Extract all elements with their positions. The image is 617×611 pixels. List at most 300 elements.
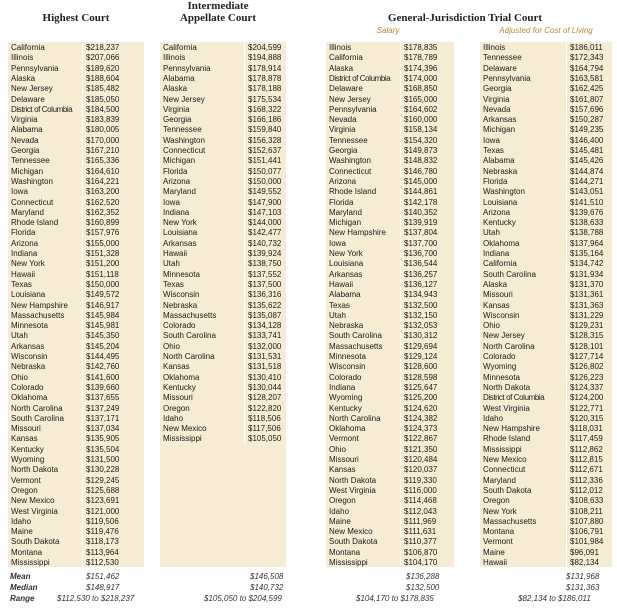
salary-value: $124,200: [570, 393, 604, 403]
salary-value: $132,150: [404, 310, 438, 320]
state-name: Wisconsin: [163, 290, 200, 300]
state-name: Massachusetts: [163, 310, 217, 320]
salary-value: $150,287: [570, 115, 604, 125]
state-name: Wisconsin: [11, 352, 48, 361]
salary-value: $128,315: [570, 331, 604, 341]
salary-value: $138,788: [570, 228, 604, 238]
state-name: Pennsylvania: [11, 63, 59, 73]
state-name: Texas: [483, 146, 504, 155]
salary-value: $145,981: [86, 321, 120, 331]
state-name: Pennsylvania: [483, 73, 531, 83]
salary-value: $132,000: [248, 341, 282, 351]
salary-value: $144,271: [570, 176, 604, 186]
state-name: Georgia: [11, 146, 40, 155]
salary-value: $119,476: [86, 527, 119, 537]
state-name: Wyoming: [11, 455, 45, 464]
state-name: Minnesota: [11, 321, 48, 331]
salary-value: $131,500: [86, 455, 120, 464]
adjusted-subheading: Adjusted for Cost of Living: [499, 26, 593, 35]
salary-value: $118,173: [86, 537, 119, 547]
salary-value: $178,188: [248, 84, 282, 94]
state-name: Iowa: [329, 238, 346, 248]
trial-salary-column: [326, 42, 454, 567]
table-row: [326, 557, 454, 568]
salary-value: $131,370: [570, 279, 604, 289]
salary-value: $124,373: [404, 424, 438, 434]
salary-value: $174,396: [404, 63, 438, 73]
salary-value: $144,874: [570, 166, 604, 176]
salary-value: $140,732: [248, 238, 282, 248]
salary-value: $121,000: [86, 506, 120, 516]
state-name: New Hampshire: [329, 228, 386, 238]
state-name: Kansas: [11, 434, 38, 444]
salary-value: $146,780: [404, 166, 438, 176]
state-name: Mississippi: [163, 434, 202, 444]
salary-value: $145,350: [86, 331, 120, 341]
state-name: Hawaii: [329, 279, 354, 289]
salary-value: $130,410: [248, 372, 282, 382]
state-name: Arkansas: [163, 238, 197, 248]
salary-value: $106,870: [404, 547, 438, 557]
state-name: Florida: [483, 176, 508, 186]
salary-value: $128,600: [404, 362, 438, 372]
salary-value: $105,050: [248, 434, 282, 444]
salary-value: $207,066: [86, 53, 120, 63]
salary-value: $113,964: [86, 547, 119, 557]
state-name: North Dakota: [329, 475, 377, 485]
state-name: Louisiana: [329, 259, 364, 269]
state-name: Washington: [329, 156, 371, 166]
salary-value: $145,204: [86, 341, 120, 351]
state-name: Rhode Island: [483, 434, 531, 444]
state-name: California: [163, 43, 197, 52]
state-name: North Dakota: [483, 382, 531, 392]
state-name: Illinois: [329, 43, 352, 52]
state-name: New Hampshire: [483, 424, 540, 434]
salary-value: $129,124: [404, 352, 438, 361]
state-name: South Carolina: [163, 331, 216, 341]
salary-value: $117,459: [570, 434, 603, 444]
state-name: Idaho: [163, 413, 184, 423]
salary-value: $112,336: [570, 475, 603, 485]
salary-value: $128,598: [404, 372, 438, 382]
salary-value: $137,034: [86, 424, 120, 434]
state-name: Maryland: [163, 187, 196, 197]
state-name: Utah: [329, 310, 346, 320]
salary-value: $101,984: [570, 537, 604, 547]
salary-value: $185,050: [86, 94, 120, 104]
state-name: Nebraska: [329, 321, 364, 331]
state-name: Nebraska: [163, 300, 198, 310]
salary-value: $143,051: [570, 187, 604, 197]
trial-adjusted-mean: $131,968: [566, 572, 600, 581]
salary-value: $150,000: [248, 176, 282, 186]
state-name: Virginia: [329, 125, 356, 135]
salary-value: $82,134: [570, 558, 599, 567]
state-name: Hawaii: [483, 558, 508, 567]
salary-value: $135,622: [248, 300, 282, 310]
state-name: Wyoming: [483, 362, 517, 372]
salary-value: $131,518: [248, 362, 282, 372]
appellate-court-column: [160, 42, 286, 567]
salary-value: $108,633: [570, 496, 604, 506]
state-name: New Mexico: [483, 455, 527, 464]
salary-value: $161,807: [570, 94, 604, 104]
state-name: Michigan: [329, 218, 362, 228]
state-name: New Mexico: [163, 424, 207, 434]
highest-court-heading: Highest Court: [42, 12, 110, 24]
salary-value: $131,363: [570, 300, 604, 310]
state-name: Colorado: [483, 352, 516, 361]
salary-value: $124,620: [404, 403, 438, 413]
state-name: Alaska: [163, 84, 188, 94]
salary-value: $152,637: [248, 146, 282, 155]
salary-value: $218,237: [86, 43, 120, 52]
range-label: Range: [10, 594, 35, 603]
state-name: Nevada: [11, 135, 39, 145]
salary-value: $114,468: [404, 496, 437, 506]
salary-value: $194,888: [248, 53, 282, 63]
state-name: Virginia: [163, 104, 190, 114]
state-name: Louisiana: [483, 197, 518, 207]
state-name: District of Columbia: [11, 104, 73, 114]
salary-value: $145,426: [570, 156, 604, 166]
salary-value: $160,000: [404, 115, 438, 125]
state-name: Montana: [483, 527, 515, 537]
state-name: Pennsylvania: [163, 63, 211, 73]
appellate-mean: $146,508: [250, 572, 284, 581]
state-name: North Carolina: [329, 413, 381, 423]
state-name: Delaware: [329, 84, 363, 94]
salary-value: $135,164: [570, 249, 604, 258]
salary-value: $131,361: [570, 290, 604, 300]
state-name: Maryland: [11, 207, 44, 217]
salary-value: $120,484: [404, 455, 438, 464]
state-name: Missouri: [11, 424, 41, 434]
state-name: Vermont: [11, 475, 41, 485]
trial-adjusted-column: [480, 42, 612, 567]
state-name: New Mexico: [329, 527, 373, 537]
table-row: [160, 433, 286, 444]
state-name: Alaska: [329, 63, 354, 73]
salary-value: $141,510: [570, 197, 604, 207]
salary-value: $106,791: [570, 527, 604, 537]
salary-value: $125,200: [404, 393, 438, 403]
state-name: Kentucky: [329, 403, 362, 413]
state-name: Arkansas: [483, 115, 517, 125]
salary-value: $151,118: [86, 269, 119, 279]
state-name: Missouri: [163, 393, 193, 403]
state-name: Iowa: [163, 197, 180, 207]
salary-value: $126,802: [570, 362, 604, 372]
state-name: Delaware: [11, 94, 45, 104]
salary-value: $136,257: [404, 269, 438, 279]
salary-value: $168,850: [404, 84, 438, 94]
salary-value: $168,322: [248, 104, 282, 114]
salary-value: $145,481: [570, 146, 604, 155]
salary-value: $157,696: [570, 104, 604, 114]
salary-value: $137,964: [570, 238, 604, 248]
trial-salary-mean: $136,288: [406, 572, 440, 581]
salary-value: $139,924: [248, 249, 282, 258]
state-name: West Virginia: [329, 485, 376, 495]
state-name: Michigan: [11, 166, 44, 176]
state-name: Tennessee: [11, 156, 50, 166]
salary-value: $140,352: [404, 207, 438, 217]
salary-value: $163,581: [570, 73, 604, 83]
state-name: Colorado: [163, 321, 196, 331]
state-name: New Jersey: [483, 331, 525, 341]
state-name: Oregon: [483, 496, 510, 506]
salary-value: $107,880: [570, 516, 604, 526]
salary-value: $112,043: [404, 506, 437, 516]
salary-value: $119,506: [86, 516, 119, 526]
state-name: Ohio: [11, 372, 28, 382]
salary-value: $154,320: [404, 135, 438, 145]
state-name: New York: [329, 249, 363, 258]
state-name: New York: [483, 506, 517, 516]
appellate-range: $105,050 to $204,599: [204, 594, 282, 603]
state-name: Connecticut: [329, 166, 372, 176]
salary-value: $139,919: [404, 218, 438, 228]
state-name: Arizona: [11, 238, 39, 248]
salary-value: $124,382: [404, 413, 438, 423]
state-name: Utah: [11, 331, 28, 341]
salary-value: $134,128: [248, 321, 282, 331]
state-name: Michigan: [163, 156, 196, 166]
salary-value: $108,211: [570, 506, 603, 516]
salary-value: $138,750: [248, 259, 282, 269]
salary-value: $131,531: [248, 352, 282, 361]
salary-value: $134,742: [570, 259, 604, 269]
state-name: Kentucky: [483, 218, 516, 228]
salary-value: $167,210: [86, 146, 120, 155]
highest-mean: $151,462: [86, 572, 120, 581]
salary-value: $118,031: [570, 424, 603, 434]
state-name: Delaware: [483, 63, 517, 73]
salary-value: $127,714: [570, 352, 604, 361]
state-name: Kentucky: [11, 444, 44, 454]
salary-value: $165,000: [404, 94, 438, 104]
salary-value: $136,127: [404, 279, 438, 289]
state-name: Michigan: [483, 125, 516, 135]
salary-value: $130,312: [404, 331, 438, 341]
salary-value: $137,804: [404, 228, 438, 238]
salary-value: $136,544: [404, 259, 438, 269]
state-name: New Jersey: [11, 84, 53, 94]
state-name: Alaska: [11, 73, 36, 83]
state-name: Utah: [163, 259, 180, 269]
state-name: Oregon: [329, 496, 356, 506]
salary-value: $125,647: [404, 382, 438, 392]
salary-value: $155,000: [86, 238, 120, 248]
salary-value: $112,815: [570, 455, 603, 464]
state-name: Colorado: [11, 382, 44, 392]
state-name: South Dakota: [483, 485, 532, 495]
salary-value: $175,534: [248, 94, 282, 104]
salary-value: $166,186: [248, 115, 282, 125]
salary-value: $134,943: [404, 290, 438, 300]
state-name: South Carolina: [483, 269, 536, 279]
salary-value: $137,500: [248, 279, 282, 289]
salary-value: $170,000: [86, 135, 120, 145]
salary-value: $178,835: [404, 43, 438, 52]
state-name: Texas: [163, 279, 184, 289]
state-name: Arizona: [483, 207, 511, 217]
state-name: Tennessee: [483, 53, 522, 63]
salary-value: $135,087: [248, 310, 282, 320]
salary-value: $158,134: [404, 125, 438, 135]
state-name: Minnesota: [483, 372, 520, 382]
state-name: Rhode Island: [11, 218, 59, 228]
salary-value: $146,917: [86, 300, 120, 310]
salary-value: $122,867: [404, 434, 438, 444]
state-name: Ohio: [163, 341, 180, 351]
state-name: California: [329, 53, 363, 63]
state-name: New York: [163, 218, 197, 228]
salary-value: $174,000: [404, 73, 438, 83]
salary-value: $164,610: [86, 166, 120, 176]
state-name: Louisiana: [163, 228, 198, 238]
salary-value: $141,600: [86, 372, 120, 382]
salary-value: $162,425: [570, 84, 604, 94]
salary-value: $120,315: [570, 413, 604, 423]
appellate-court-heading-line2: Appellate Court: [179, 12, 257, 24]
salary-value: $189,620: [86, 63, 120, 73]
salary-value: $164,221: [86, 176, 120, 186]
salary-value: $142,760: [86, 362, 120, 372]
state-name: Iowa: [11, 187, 28, 197]
state-name: Georgia: [483, 84, 512, 94]
salary-value: $162,352: [86, 207, 120, 217]
salary-value: $126,223: [570, 372, 604, 382]
state-name: Colorado: [329, 372, 362, 382]
state-name: Arkansas: [329, 269, 363, 279]
state-name: Kansas: [163, 362, 190, 372]
salary-value: $131,229: [570, 310, 604, 320]
salary-value: $111,631: [404, 527, 437, 537]
salary-value: $172,343: [570, 53, 604, 63]
state-name: Pennsylvania: [329, 104, 377, 114]
state-name: Kansas: [483, 300, 510, 310]
trial-adjusted-range: $82,134 to $186,011: [518, 594, 591, 603]
state-name: Kentucky: [163, 382, 196, 392]
state-name: Mississippi: [483, 444, 522, 454]
salary-value: $178,914: [248, 63, 282, 73]
state-name: Nevada: [483, 104, 511, 114]
state-name: Oregon: [163, 403, 190, 413]
salary-value: $118,506: [248, 413, 281, 423]
salary-value: $147,900: [248, 197, 282, 207]
state-name: Tennessee: [163, 125, 202, 135]
state-name: Montana: [329, 547, 361, 557]
state-name: Alabama: [329, 290, 361, 300]
salary-value: $112,862: [570, 444, 603, 454]
state-name: Indiana: [483, 249, 510, 258]
state-name: Iowa: [483, 135, 500, 145]
trial-adjusted-median: $131,363: [566, 583, 600, 592]
state-name: Ohio: [483, 321, 500, 331]
state-name: Texas: [329, 300, 350, 310]
salary-value: $144,861: [404, 187, 438, 197]
state-name: New Mexico: [11, 496, 55, 506]
salary-value: $136,700: [404, 249, 438, 258]
state-name: South Carolina: [11, 413, 64, 423]
salary-value: $164,794: [570, 63, 604, 73]
state-name: North Carolina: [11, 403, 63, 413]
salary-value: $149,235: [570, 125, 604, 135]
highest-range: $112,530 to $218,237: [57, 594, 135, 603]
salary-value: $149,552: [248, 187, 282, 197]
state-name: Alaska: [483, 279, 508, 289]
state-name: Wisconsin: [329, 362, 366, 372]
state-name: California: [11, 43, 45, 52]
state-name: Oregon: [11, 485, 38, 495]
state-name: New Jersey: [329, 94, 371, 104]
salary-value: $151,441: [248, 156, 282, 166]
state-name: Maine: [11, 527, 33, 537]
state-name: South Dakota: [329, 537, 378, 547]
state-name: Illinois: [11, 53, 34, 63]
salary-value: $137,700: [404, 238, 438, 248]
salary-value: $139,676: [570, 207, 604, 217]
state-name: Connecticut: [163, 146, 206, 155]
state-name: Indiana: [329, 382, 356, 392]
state-name: Indiana: [11, 249, 38, 258]
salary-value: $142,477: [248, 228, 282, 238]
salary-value: $204,599: [248, 43, 282, 52]
salary-value: $150,077: [248, 166, 282, 176]
salary-value: $139,660: [86, 382, 120, 392]
state-name: Wyoming: [329, 393, 363, 403]
salary-value: $183,839: [86, 115, 120, 125]
salary-value: $162,520: [86, 197, 120, 207]
state-name: Minnesota: [163, 269, 200, 279]
salary-value: $159,840: [248, 125, 282, 135]
salary-value: $178,878: [248, 73, 282, 83]
state-name: Montana: [11, 547, 43, 557]
state-name: Washington: [483, 187, 525, 197]
state-name: West Virginia: [483, 403, 530, 413]
salary-value: $112,671: [570, 465, 603, 475]
state-name: Texas: [11, 279, 32, 289]
salary-value: $147,103: [248, 207, 282, 217]
state-name: Maryland: [483, 475, 516, 485]
salary-value: $178,789: [404, 53, 438, 63]
trial-court-heading: General-Jurisdiction Trial Court: [387, 12, 543, 24]
salary-value: $122,771: [570, 403, 604, 413]
salary-value: $149,873: [404, 146, 438, 155]
state-name: Minnesota: [329, 352, 366, 361]
salary-value: $144,495: [86, 352, 120, 361]
salary-value: $137,249: [86, 403, 120, 413]
state-name: Alabama: [483, 156, 515, 166]
salary-value: $116,000: [404, 485, 437, 495]
state-name: Idaho: [329, 506, 350, 516]
salary-value: $111,969: [404, 516, 437, 526]
salary-value: $150,000: [86, 279, 120, 289]
salary-value: $185,482: [86, 84, 120, 94]
salary-subheading: Salary: [376, 26, 400, 35]
state-name: Maine: [483, 547, 505, 557]
state-name: Arizona: [329, 176, 357, 186]
salary-value: $119,330: [404, 475, 437, 485]
state-name: Maine: [329, 516, 351, 526]
salary-value: $137,171: [86, 413, 120, 423]
salary-value: $148,832: [404, 156, 438, 166]
salary-value: $132,053: [404, 321, 438, 331]
state-name: Connecticut: [11, 197, 54, 207]
